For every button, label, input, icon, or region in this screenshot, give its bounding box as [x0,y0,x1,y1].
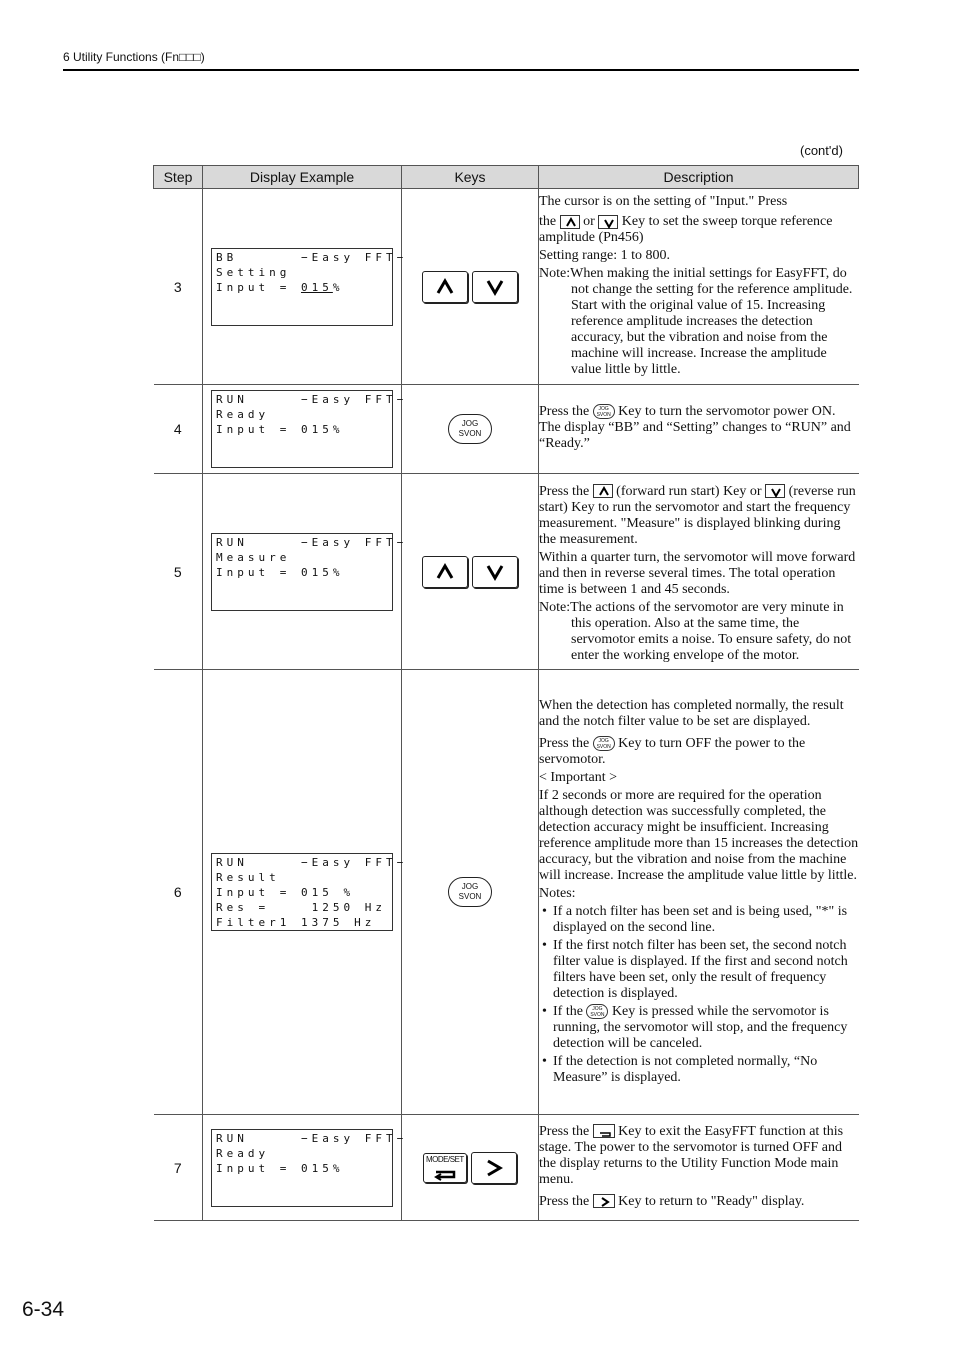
lcd-line: Result [216,871,280,884]
table-header-row [154,166,859,189]
table-row: 6 RUN −Easy FFT− Result Input = 015 % Res = 1250 Hz Filter1 1375 Hz JOG SVON When the detection has completed normally, the result and the notch filter value to be set are displayed. Press the JOG SVON Key to turn OFF the power to the servomotor. < Important > If 2 seconds or more are required for the operation although detection was successfully completed, the detection accuracy might be insufficient. Increasing reference amplitude more than 15 increases the detection accuracy, but the vibration and noise from the machine will increase. Increase the amplitude value little by little. Notes: • If a notch filter has been set and is being used, "*" is displayed on the second line. • If the first notch filter has been set, the second notch filter value is displayed. If the first and second notch filters have been set, only the result of frequency detection is displayed. • If the JOG SVON Key is pressed while the servomotor is running, the servomotor will stop, and the frequency detection will be canceled. • If the detection is not completed normally, “No Measure” is displayed. [154,670,859,1115]
lcd-line: RUN −Easy FFT− [216,535,408,549]
lcd-display [211,533,408,611]
jog-svon-key[interactable]: JOG SVON [448,414,492,444]
list-item: • If the JOG SVON Key is pressed while the servomotor is running, the servomotor will stop, and the frequency detection will be canceled. [539,1004,859,1052]
list-item: • If the first notch filter has been set, the second notch filter value is displayed. If the first and second notch filters have been set, only the result of frequency detection is displayed. [539,938,859,1002]
jog-svon-icon: JOG SVON [593,404,615,419]
table-row: 7 RUN −Easy FFT− Ready Input = 015% MODE/SET Press the Key to exit the EasyFFT function at this stage. The power to the servomotor is turned OFF and the display returns to the Utility Function Mode main menu. Press the Key to return to "Ready" display. [154,1115,859,1221]
col-description: Description [539,166,859,189]
lcd-display [211,390,408,468]
right-arrow-icon [488,1161,500,1175]
list-item: • If a notch filter has been set and is being used, "*" is displayed on the second line. [539,904,859,936]
lcd-line: Input = 015 % [216,886,355,899]
lcd-line: Ready [216,1146,270,1160]
col-display: Display Example [203,166,402,189]
jog-svon-icon: JOG SVON [586,1004,608,1019]
header-rule [63,69,859,71]
table-row: 3 BB −Easy FFT− Setting Input = 015% The cursor is on the setting of "Input." Press the or Key to set the sweep torque reference amplitude (Pn456) Setting range: 1 to 800. Note:When making the initial settings for EasyFFT, do not change the setting for the reference amplitude. Start with the original value of 15. Increasing reference amplitude increases the detection accuracy, but the vibration and noise from the machine will increase. Increase the amplitude value little by little. [154,189,859,385]
lcd-line: Ready [216,408,270,421]
down-arrow-key[interactable] [472,271,518,303]
contd-label: (cont'd) [800,143,843,158]
table-row: 5 RUN −Easy FFT− Measure Input = 015% Press the (forward run start) Key or (reverse run start) Key to run the servomotor and start the frequency measurement. "Measure" is displayed blinking during the measurement. Within a quarter turn, the servomotor will move forward and then in reverse several times. The total operation time is between 1 and 45 seconds. Note:The actions of the servomotor are very minute in this operation. Also at the same time, the servomotor emits a noise. To ensure safety, do not enter the working envelope of the motor. [154,474,859,670]
lcd-line: BB −Easy FFT− [216,250,408,264]
down-arrow-icon [488,281,502,293]
step-number: 4 [154,385,203,474]
up-arrow-key[interactable] [422,271,468,303]
lcd-line: Measure [216,550,291,564]
lcd-line: RUN −Easy FFT− [216,1131,408,1145]
lcd-line: Res = 1250 Hz [216,901,386,914]
right-arrow-key[interactable] [471,1152,517,1184]
up-arrow-icon [438,281,452,293]
step-number: 6 [154,670,203,1115]
down-arrow-icon [488,566,502,578]
notes-list [539,904,859,1086]
lcd-display [211,1129,408,1207]
page-number: 6-34 [22,1298,65,1321]
lcd-line: RUN −Easy FFT− [216,856,408,869]
right-arrow-icon [593,1194,615,1208]
down-arrow-icon [765,484,785,498]
return-arrow-icon [424,1154,468,1184]
jog-svon-icon: JOG SVON [593,736,615,751]
section-header: 6 Utility Functions (Fn□□□) [63,50,205,64]
lcd-line: Input = 015% [216,565,344,579]
up-arrow-key[interactable] [422,556,468,588]
col-keys: Keys [402,166,539,189]
cursor-value: 015 [300,280,333,294]
lcd-line: RUN −Easy FFT− [216,393,408,406]
table-row: 4 RUN −Easy FFT− Ready Input = 015% JOG SVON Press the JOG SVON Key to turn the servomotor power ON. The display “BB” and “Setting” changes to “RUN” and “Ready.” [154,385,859,474]
step-number: 7 [154,1115,203,1221]
list-item: • If the detection is not completed normally, “No Measure” is displayed. [539,1054,859,1086]
up-arrow-icon [560,215,580,229]
lcd-line: Filter1 1375 Hz [216,916,376,929]
lcd-line: Input = 015% [216,280,344,294]
step-number: 5 [154,474,203,670]
lcd-display [211,248,408,326]
mode-set-icon [593,1124,615,1138]
up-arrow-icon [438,566,452,578]
lcd-line: Input = 015% [216,423,344,436]
procedure-table [153,165,859,1221]
col-step: Step [154,166,203,189]
lcd-display [211,853,408,931]
lcd-line: Input = 015% [216,1161,344,1175]
down-arrow-icon [598,215,618,229]
jog-svon-key[interactable]: JOG SVON [448,877,492,907]
mode-set-key[interactable]: MODE/SET [423,1153,467,1183]
down-arrow-key[interactable] [472,556,518,588]
up-arrow-icon [593,484,613,498]
step-number: 3 [154,189,203,385]
lcd-line: Setting [216,265,291,279]
